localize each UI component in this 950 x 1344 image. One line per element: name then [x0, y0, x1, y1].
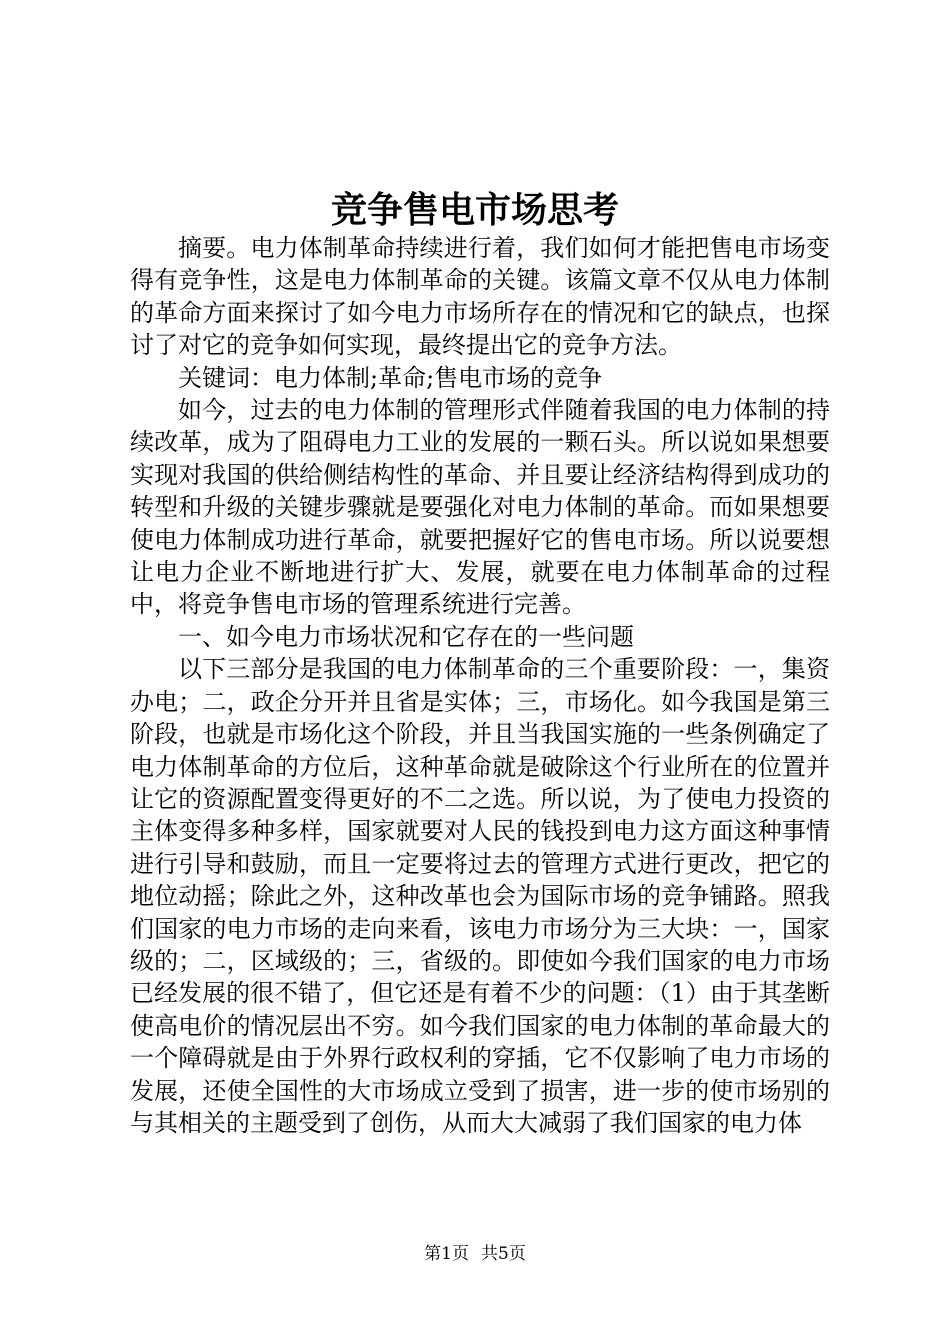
abstract-paragraph: 摘要。电力体制革命持续进行着，我们如何才能把售电市场变得有竞争性，这是电力体制革命的关键。该篇文章不仅从电力体制的革命方面来探讨了如今电力市场所存在的情况和它的缺点，也探讨了对它的竞争如何实现，最终提出它的竞争方法。	[130, 234, 830, 360]
document-body	[130, 232, 830, 1139]
page-footer	[0, 1242, 950, 1266]
intro-paragraph: 如今，过去的电力体制的管理形式伴随着我国的电力体制的持续改革，成为了阻碍电力工业的发展的一颗石头。所以说如果想要实现对我国的供给侧结构性的革命、并且要让经济结构得到成功的转型和升级的关键步骤就是要强化对电力体制的革命。而如果想要使电力体制成功进行革命，就要把握好它的售电市场。所以说要想让电力企业不断地进行扩大、发展，就要在电力体制革命的过程中，将竞争售电市场的管理系统进行完善。	[130, 396, 830, 619]
section-heading: 一、如今电力市场状况和它存在的一些问题	[178, 622, 634, 651]
page-total: 共5页	[481, 1244, 526, 1264]
keywords-paragraph: 关键词：电力体制;革命;售电市场的竞争	[178, 363, 603, 392]
page-number: 第1页	[424, 1244, 469, 1264]
section-paragraph: 以下三部分是我国的电力体制革命的三个重要阶段：一，集资办电；二，政企分开并且省是实体；三，市场化。如今我国是第三阶段，也就是市场化这个阶段，并且当我国实施的一些条例确定了电力体制革命的方位后，这种革命就是破除这个行业所在的位置并让它的资源配置变得更好的不二之选。所以说，为了使电力投资的主体变得多种多样，国家就要对人民的钱投到电力这方面这种事情进行引导和鼓励，而且一定要将过去的管理方式进行更改，把它的地位动摇；除此之外，这种改革也会为国际市场的竞争铺路。照我们国家的电力市场的走向来看，该电力市场分为三大块：一，国家级的；二，区域级的；三，省级的。即使如今我们国家的电力市场已经发展的很不错了，但它还是有着不少的问题：（1）由于其垄断使高电价的情况层出不穷。如今我们国家的电力体制的革命最大的一个障碍就是由于外界行政权利的穿插，它不仅影响了电力市场的发展，还使全国性的大市场成立受到了损害，进一步的使市场别的与其相关的主题受到了创伤，从而大大减弱了我们国家的电力体	[130, 655, 830, 1137]
document-title: 竞争售电市场思考	[330, 189, 619, 231]
